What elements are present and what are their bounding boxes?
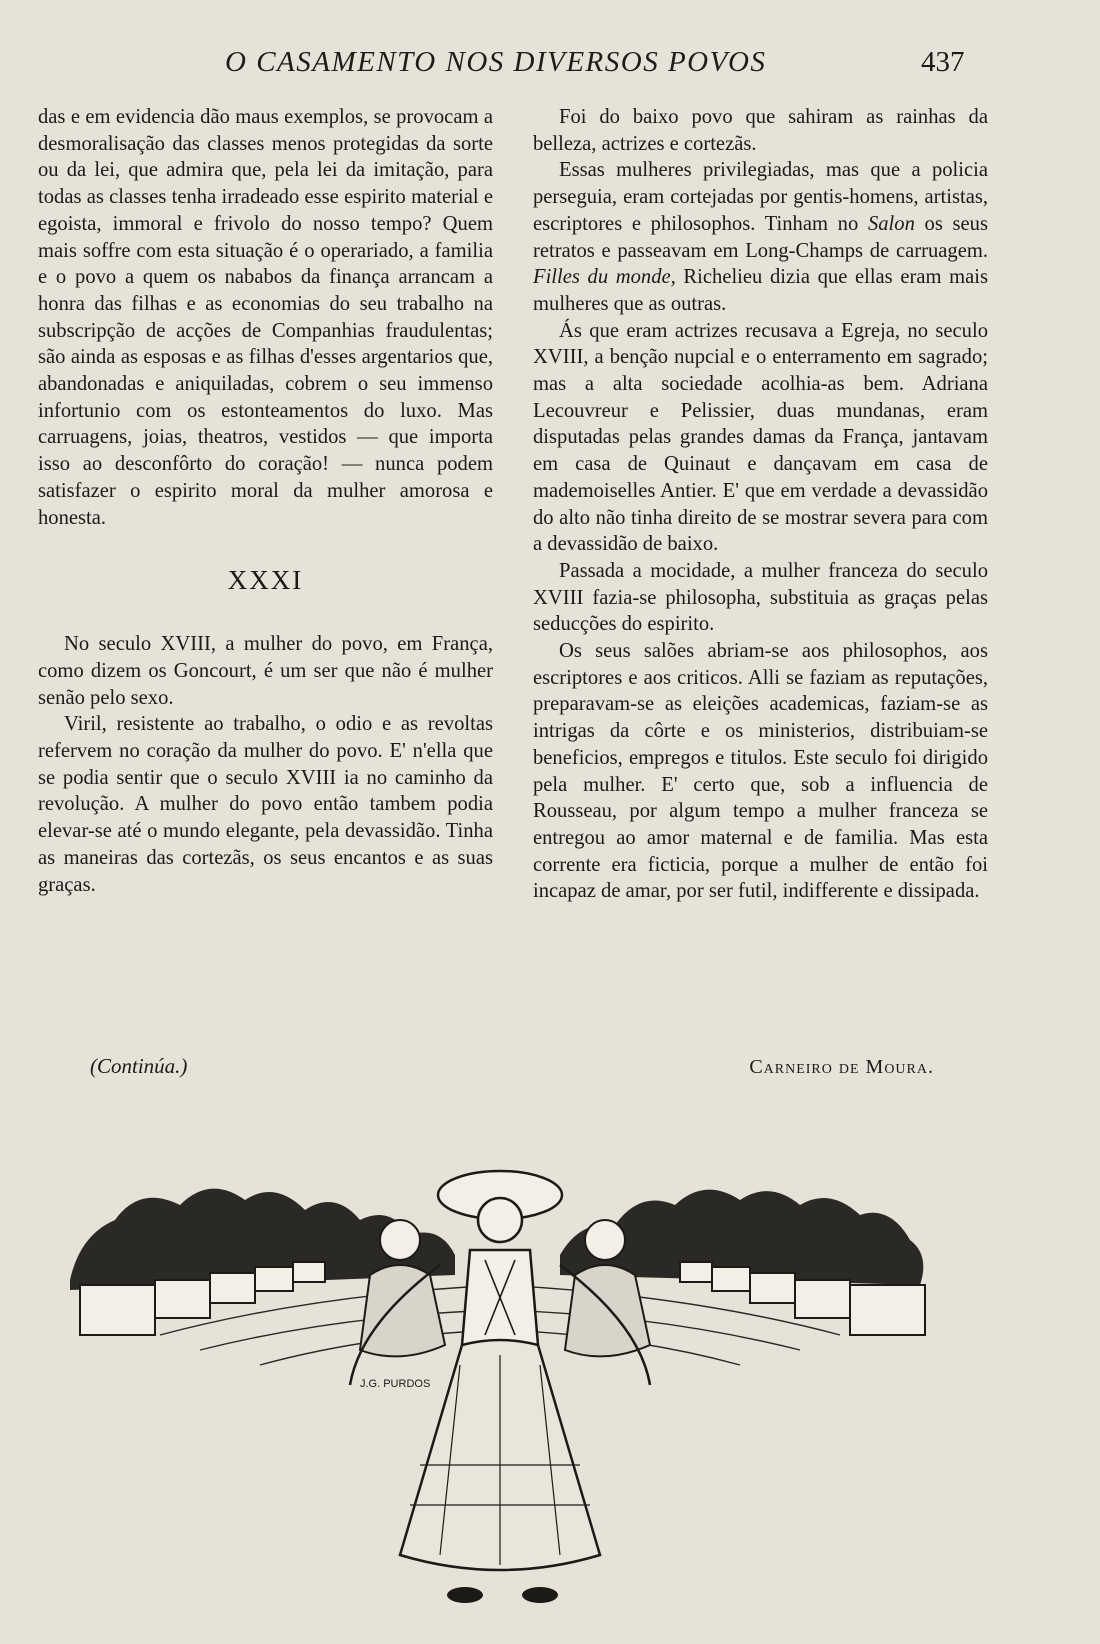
paragraph: No seculo XVIII, a mulher do povo, em França, como dizem os Goncourt, é um ser que não é mulher senão pelo sexo.	[38, 633, 493, 709]
paragraph: Os seus salões abriam-se aos philosophos, aos escriptores e aos criticos. Alli se faziam as reputações, preparavam-se as eleições academicas, faziam-se as intrigas da côrte e os ministerios, distribuiam-se beneficios, empregos e titulos. Este seculo foi dirigido pela mulher. E' certo que, sob a influencia de Rousseau, por algum tempo a mulher franceza se entregou ao amor maternal e de familia. Mas esta corrente era ficticia, porque a mulher de então foi incapaz de amar, por ser futil, indifferente e dissipada.	[533, 640, 988, 903]
engraving-illustration	[60, 1165, 940, 1620]
author-signature: Carneiro de Moura.	[749, 1056, 934, 1078]
page-number: 437	[921, 46, 965, 78]
continua-note: (Continúa.)	[90, 1054, 188, 1078]
paragraph	[533, 157, 988, 317]
text-run: os seus retratos e passeavam em Long-Champs de carruagem.	[533, 212, 988, 262]
right-column	[533, 104, 988, 905]
italic-term: Filles du monde,	[533, 266, 676, 289]
running-head	[0, 42, 1100, 82]
paragraph: Foi do baixo povo que sahiram as rainhas da belleza, actrizes e cortezãs.	[533, 106, 988, 155]
feet	[447, 1587, 558, 1603]
section-heading: XXXI	[227, 565, 304, 596]
paragraph: Viril, resistente ao trabalho, o odio e as revoltas refervem no coração da mulher do povo. E' n'ella que se podia sentir que o seculo XVIII ia no caminho da revolução. A mulher do povo então tambem podia elevar-se até o mundo elegante, pela devassidão. Tinha as maneiras das cortezãs, os seus encantos e as suas graças.	[38, 713, 493, 896]
left-column	[38, 104, 493, 898]
text-run: Essas mulheres privilegiadas, mas que a policia perseguia, eram cortejadas por gentis-homens, artistas, escriptores e philosophos. Tinham no	[533, 159, 988, 235]
paragraph: das e em evidencia dão maus exemplos, se provocam a desmoralisação das classes menos protegidas da sorte ou da lei, que admira que, pela lei da imitação, para todas as classes tenha irradeado esse espirito material e egoista, immoral e frivolo do nosso tempo? Quem mais soffre com esta situação é o operariado, a familia e o povo a quem os nababos da finança arrancam a honra das filhas e as economias do seu trabalho na subscripção de acções de Companhias fraudulentas; são ainda as esposas e as filhas d'esses argentarios que, abandonadas e aniquiladas, cobrem o seu immenso infortunio com os estonteamentos do luxo. Mas carruagens, joias, theatros, vestidos — que importa isso ao desconfôrto do coração! — nunca podem satisfazer o espirito moral da mulher amorosa e honesta.	[38, 106, 493, 529]
text-run: Richelieu dizia que ellas eram mais mulheres que as outras.	[533, 266, 988, 315]
paragraph: Ás que eram actrizes recusava a Egreja, no seculo XVIII, a benção nupcial e o enterramento em sagrado; mas a alta sociedade acolhia-as bem. Adriana Lecouvreur e Pelissier, duas mundanas, eram disputadas pelas grandes damas da França, jantavam em casa de Quinaut e dançavam em casa de mademoiselles Antier. E' que em verdade a devassidão do alto não tinha direito de se mostrar severa para com a devassidão de baixo.	[533, 319, 988, 556]
paragraph: Passada a mocidade, a mulher franceza do seculo XVIII fazia-se philosopha, substituia as graças pelas seducções do espirito.	[533, 559, 988, 636]
artist-signature: J.G. PURDOS	[360, 1378, 431, 1390]
running-title: O CASAMENTO NOS DIVERSOS POVOS	[225, 46, 767, 78]
italic-term: Salon	[867, 212, 915, 235]
